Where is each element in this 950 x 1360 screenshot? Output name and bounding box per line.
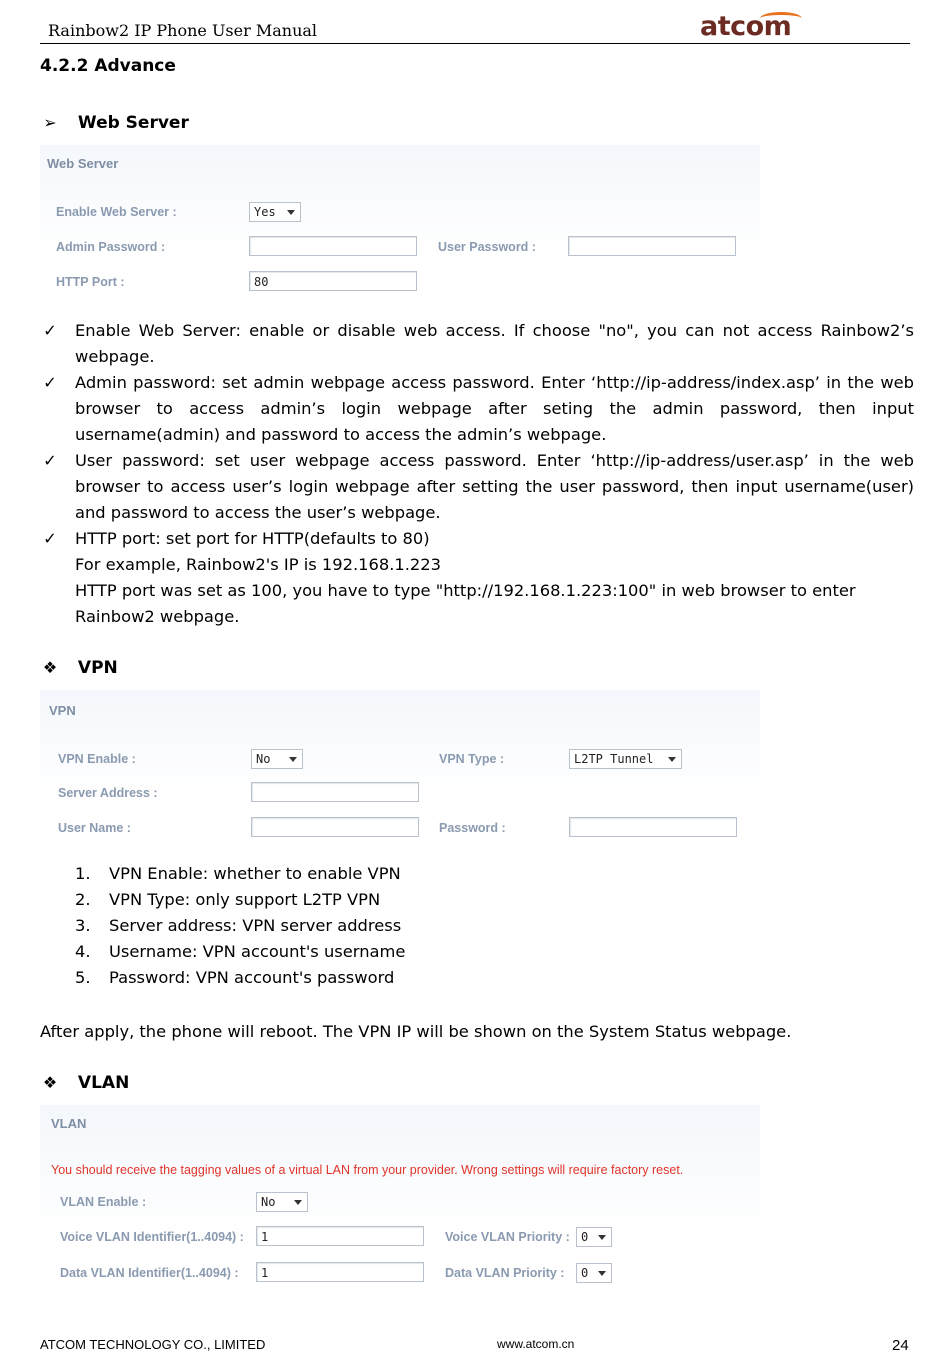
http-port-item [75, 526, 914, 630]
vpn-heading-text: VPN [77, 658, 118, 678]
arrow-bullet-icon: ➢ [43, 113, 57, 132]
vlan-enable-value: No [261, 1195, 276, 1209]
enable-web-server-select[interactable] [249, 202, 301, 222]
data-vlan-priority-label: Data VLAN Priority : [445, 1266, 565, 1280]
chevron-down-icon [668, 757, 676, 762]
list-item-text: Username: VPN account's username [109, 942, 406, 961]
data-vlan-id-field[interactable]: 1 [256, 1262, 424, 1282]
web-server-heading [40, 113, 189, 133]
voice-vlan-priority-label: Voice VLAN Priority : [445, 1230, 570, 1244]
panel-title: Web Server [47, 156, 119, 171]
vpn-type-select[interactable] [569, 749, 682, 769]
list-item [75, 942, 405, 961]
check-icon: ✓ [43, 321, 57, 340]
list-number: 5. [75, 968, 91, 987]
list-item-text: Admin password: set admin webpage access password. Enter ‘http://ip-address/index.asp’ in the web browser to access admin’s login webpage after seting the admin password, then input username(admin) and password to access the admin’s webpage. [75, 373, 914, 444]
password-label: Password : [439, 821, 506, 835]
http-port-label: HTTP Port : [56, 275, 125, 289]
vpn-enable-select[interactable] [251, 749, 303, 769]
atcom-logo: atcom [700, 11, 792, 42]
diamond-bullet-icon: ❖ [42, 1073, 58, 1092]
enable-web-server-label: Enable Web Server : [56, 205, 177, 219]
voice-vlan-id-field[interactable]: 1 [256, 1226, 424, 1246]
vlan-panel [40, 1105, 760, 1300]
check-icon: ✓ [43, 529, 57, 548]
page-number: 24 [892, 1337, 909, 1354]
diamond-bullet-icon: ❖ [42, 658, 58, 677]
vlan-warning: You should receive the tagging values of a virtual LAN from your provider. Wrong settings will require factory reset. [51, 1163, 684, 1177]
vpn-panel [40, 690, 760, 845]
list-item-text: Password: VPN account's password [109, 968, 395, 987]
list-item-text: Enable Web Server: enable or disable web access. If choose "no", you can not access Rainbow2’s webpage. [75, 321, 914, 366]
panel-title: VLAN [51, 1116, 87, 1131]
header-divider [40, 43, 910, 44]
check-icon: ✓ [43, 451, 57, 470]
list-item-text: Server address: VPN server address [109, 916, 402, 935]
voice-vlan-id-label: Voice VLAN Identifier(1..4094) : [60, 1230, 244, 1244]
vpn-note: After apply, the phone will reboot. The VPN IP will be shown on the System Status webpage. [40, 1022, 792, 1041]
server-address-field[interactable] [251, 782, 419, 802]
list-item-text: User password: set user webpage access password. Enter ‘http://ip-address/user.asp’ in the web browser to access user’s login webpage after setting the user password, then input username(user) and password to access the user’s webpage. [75, 451, 914, 522]
list-number: 1. [75, 864, 91, 883]
list-item-text: VPN Type: only support L2TP VPN [109, 890, 381, 909]
http-port-field[interactable]: 80 [249, 271, 417, 291]
data-vlan-priority-select[interactable] [576, 1263, 612, 1283]
list-item-text: HTTP port: set port for HTTP(defaults to 80) [75, 529, 430, 548]
list-item-text: For example, Rainbow2's IP is 192.168.1.223 [75, 555, 442, 574]
list-item [40, 526, 914, 630]
footer-company: ATCOM TECHNOLOGY CO., LIMITED [40, 1337, 266, 1352]
chevron-down-icon [294, 1200, 302, 1205]
vlan-enable-select[interactable] [256, 1192, 308, 1212]
section-title: 4.2.2 Advance [40, 56, 176, 76]
admin-password-label: Admin Password : [56, 240, 166, 254]
chevron-down-icon [289, 757, 297, 762]
admin-password-field[interactable] [249, 236, 417, 256]
document-header-title: Rainbow2 IP Phone User Manual [48, 21, 318, 40]
chevron-down-icon [598, 1271, 606, 1276]
list-item [40, 448, 914, 526]
check-icon: ✓ [43, 373, 57, 392]
list-item [75, 890, 380, 909]
list-item-text: HTTP port was set as 100, you have to type "http://192.168.1.223:100" in web browser to enter Rainbow2 webpage. [75, 581, 856, 626]
vpn-type-value: L2TP Tunnel [574, 752, 654, 766]
vlan-heading-text: VLAN [77, 1073, 130, 1093]
user-password-field[interactable] [568, 236, 736, 256]
user-name-label: User Name : [58, 821, 131, 835]
vlan-heading [40, 1073, 129, 1093]
web-server-heading-text: Web Server [77, 113, 189, 133]
vpn-type-label: VPN Type : [439, 752, 505, 766]
list-item [75, 916, 401, 935]
password-field[interactable] [569, 817, 737, 837]
vlan-enable-label: VLAN Enable : [60, 1195, 147, 1209]
chevron-down-icon [598, 1235, 606, 1240]
list-number: 3. [75, 916, 91, 935]
chevron-down-icon [287, 210, 295, 215]
list-item [40, 370, 914, 448]
user-password-label: User Password : [438, 240, 536, 254]
server-address-label: Server Address : [58, 786, 158, 800]
list-item [40, 318, 914, 370]
list-number: 4. [75, 942, 91, 961]
vpn-enable-value: No [256, 752, 271, 766]
voice-vlan-priority-value: 0 [581, 1230, 589, 1244]
vpn-heading [40, 658, 118, 678]
enable-web-server-value: Yes [254, 205, 276, 219]
data-vlan-id-label: Data VLAN Identifier(1..4094) : [60, 1266, 239, 1280]
panel-title: VPN [49, 703, 76, 718]
vpn-enable-label: VPN Enable : [58, 752, 136, 766]
list-item [75, 968, 394, 987]
list-item-text: VPN Enable: whether to enable VPN [109, 864, 401, 883]
list-item [75, 864, 401, 883]
footer-url: www.atcom.cn [497, 1337, 575, 1351]
list-number: 2. [75, 890, 91, 909]
user-name-field[interactable] [251, 817, 419, 837]
voice-vlan-priority-select[interactable] [576, 1227, 612, 1247]
data-vlan-priority-value: 0 [581, 1266, 589, 1280]
web-server-panel [40, 145, 760, 305]
